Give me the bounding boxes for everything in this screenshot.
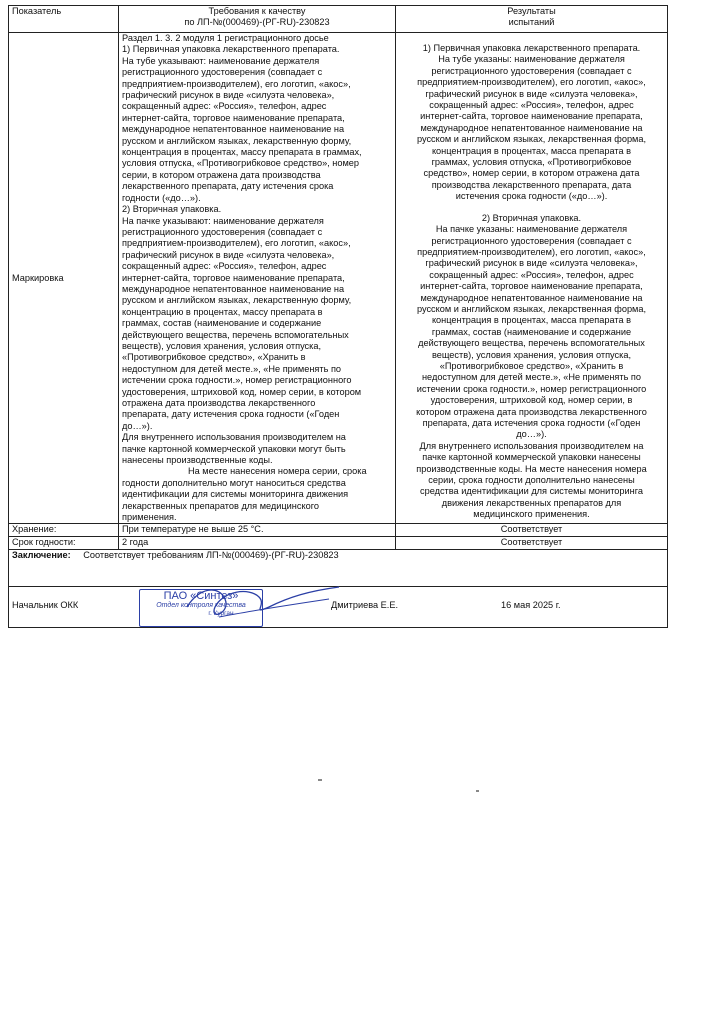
stamp-line3: г. Курган: [208, 610, 234, 618]
requirement-line: На тубе указывают: наименование держателя: [122, 55, 320, 66]
result-line: недоступном для детей месте.», «Не применять по: [421, 372, 642, 383]
header-requirements-line1: Требования к качеству: [208, 6, 306, 16]
requirement-line: применения.: [122, 512, 177, 523]
scan-speck: [476, 790, 479, 792]
marking-results: [396, 33, 668, 524]
signature-date: 16 мая 2025 г.: [501, 600, 561, 611]
requirement-line: серии, в котором отражена дата производства: [122, 169, 321, 180]
result-line: предприятием-производителем), его логотип, «акос»,: [417, 246, 646, 257]
stamp-line1: ПАО «Синтез»: [163, 590, 239, 603]
requirement-line: интернет-сайта, торговое наименование препарата,: [122, 112, 345, 123]
result-line: русском и английском языках, лекарственная форма,: [416, 134, 647, 145]
requirement-line: регистрационного удостоверения (совпадает с: [122, 226, 323, 237]
result-line: движения лекарственных препаратов для: [441, 497, 622, 508]
result-line: препарата, дата истечения срока годности («Годен: [422, 418, 641, 428]
result-line: удостоверения, штриховой код, номер серии, в: [430, 395, 633, 406]
requirement-line: сокращенный адрес: «Россия», телефон, адрес: [122, 101, 327, 112]
requirement-line: препарата, дату истечения срока годности («Годен: [122, 409, 340, 420]
requirement-line: условия отпуска, «Противогрибковое средство», номер: [122, 158, 359, 169]
requirement-line: предприятием-производителем), его логотип, «акос»,: [122, 78, 351, 89]
result-line: средство», номер серии, в котором отражена дата: [423, 168, 640, 179]
header-results-line1: Результаты: [507, 6, 556, 16]
requirement-line: действующего вещества, перечень вспомогательных: [122, 329, 349, 340]
requirement-line: Раздел 1. 3. 2 модуля 1 регистрационного досье: [122, 33, 329, 43]
scan-speck: [318, 779, 322, 781]
result-line: регистрационного удостоверения (совпадает с: [431, 65, 632, 76]
requirement-line: удостоверения, штриховой код, номер серии, в котором: [122, 386, 362, 397]
result-line: концентрация в процентах, масса препарата в: [431, 145, 632, 156]
storage-requirement: При температуре не выше 25 °С.: [119, 524, 396, 537]
result-line: сокращенный адрес: «Россия», телефон, адрес: [429, 269, 634, 280]
result-line: производственные коды. На месте нанесения номера: [416, 463, 647, 474]
shelf-life-result: Соответствует: [396, 537, 668, 550]
storage-row: [9, 524, 668, 537]
result-line: интернет-сайта, торговое наименование препарата,: [420, 281, 643, 292]
result-line: истечения срока годности («до…»).: [455, 191, 608, 202]
shelf-life-row: [9, 537, 668, 550]
result-line: истечении срока годности.», номер регистрационного: [416, 383, 647, 394]
requirement-line: лекарственных препаратов для медицинского: [122, 500, 319, 511]
marking-results-part1: [399, 43, 664, 203]
requirement-line: интернет-сайта, торговое наименование препарата,: [122, 272, 345, 283]
header-results-line2: испытаний: [508, 17, 555, 28]
requirement-line: концентрацию в процентах, массу препарата в: [122, 306, 323, 317]
requirement-line: отражена дата производства лекарственного: [122, 398, 316, 408]
requirement-line: годности («до…»).: [122, 192, 201, 203]
marking-row: [9, 33, 668, 524]
marking-results-part2: [399, 213, 664, 521]
header-indicator: Показатель: [9, 6, 119, 33]
marking-label: Маркировка: [9, 33, 119, 524]
shelf-life-requirement: 2 года: [119, 537, 396, 550]
requirement-line: русском и английском языках, лекарственную форму,: [122, 135, 352, 146]
header-requirements: [119, 6, 396, 33]
requirement-line: веществ), условия хранения, условия отпуска,: [122, 340, 322, 351]
result-line: русском и английском языках, лекарственная форма,: [416, 303, 647, 314]
requirement-line: предприятием-производителем), его логотип, «акос»,: [122, 238, 351, 249]
result-line: веществ), условия хранения, условия отпуска,: [431, 349, 632, 360]
signature-cell: [9, 587, 668, 628]
result-line: средства идентификации для системы мониторинга: [419, 486, 643, 497]
header-results: [396, 6, 668, 33]
result-line: международное непатентованное наименование на: [420, 292, 643, 303]
requirement-line: международное непатентованное наименование на: [122, 283, 345, 294]
result-line: граммах, условия отпуска, «Противогрибковое: [431, 157, 632, 168]
requirement-line: Для внутреннего использования производителем на: [122, 432, 346, 443]
requirement-line: графический рисунок в виде «силуэта человека»,: [122, 90, 335, 101]
requirement-line: сокращенный адрес: «Россия», телефон, адрес: [122, 261, 327, 272]
signature-role: Начальник ОКК: [12, 600, 79, 611]
marking-requirements: [119, 33, 396, 524]
result-line: 2) Вторичная упаковка.: [481, 212, 582, 223]
requirement-line: годности дополнительно могут наноситься средства: [122, 477, 346, 488]
result-line: до…»).: [516, 429, 547, 440]
quality-table: [8, 5, 668, 628]
requirement-line: регистрационного удостоверения (совпадает с: [122, 67, 323, 78]
stamp-line2: Отдел контроля качества: [156, 602, 246, 610]
result-line: графический рисунок в виде «силуэта человека»,: [425, 88, 638, 99]
requirement-line: 1) Первичная упаковка лекарственного препарата.: [122, 44, 340, 55]
requirement-line: нанесены производственные коды.: [122, 455, 273, 466]
result-line: котором отражена дата производства лекарственного: [416, 406, 647, 417]
marking-requirements-part1: [122, 33, 392, 466]
signature-row: [9, 587, 668, 628]
requirement-line: русском и английском языках, лекарственную форму,: [122, 295, 352, 306]
requirement-line: недоступном для детей месте.», «Не применять по: [122, 363, 342, 374]
storage-result: Соответствует: [396, 524, 668, 537]
result-line: регистрационного удостоверения (совпадает с: [431, 235, 632, 246]
requirement-line: граммах, состав (наименование и содержание: [122, 318, 322, 329]
result-line: пачке картонной коммерческой упаковки нанесены: [422, 452, 641, 463]
result-line: граммах, состав (наименование и содержание: [431, 326, 632, 337]
result-line: международное непатентованное наименование на: [420, 122, 643, 133]
result-line: интернет-сайта, торговое наименование препарата,: [420, 111, 643, 122]
requirement-line: пачке картонной коммерческой упаковки могут быть: [122, 443, 346, 454]
result-line: «Противогрибковое средство», «Хранить в: [439, 360, 624, 371]
requirement-line: «Противогрибковое средство», «Хранить в: [122, 352, 306, 363]
requirement-line: графический рисунок в виде «силуэта человека»,: [122, 249, 335, 260]
result-line: производства лекарственного препарата, дата: [431, 179, 632, 190]
requirement-line: 2) Вторичная упаковка.: [122, 204, 222, 215]
header-row: [9, 6, 668, 33]
requirement-line: истечении срока годности.», номер регистрационного: [122, 375, 352, 386]
result-line: графический рисунок в виде «силуэта человека»,: [425, 258, 638, 269]
result-line: предприятием-производителем), его логотип, «акос»,: [417, 77, 646, 88]
result-line: концентрация в процентах, масса препарата в: [431, 315, 632, 326]
marking-requirements-part2: [122, 478, 392, 524]
requirement-line: На пачке указывают: наименование держателя: [122, 215, 324, 226]
requirement-line: до…»).: [122, 420, 153, 431]
requirement-line: лекарственного препарата, дату истечения срока: [122, 181, 334, 192]
result-line: серии, срока годности дополнительно нанесены: [428, 475, 635, 486]
storage-label: Хранение:: [9, 524, 119, 537]
requirement-line: идентификации для системы мониторинга движения: [122, 489, 349, 500]
result-line: медицинского применения.: [473, 509, 590, 520]
conclusion-label: Заключение:: [12, 550, 71, 561]
signature-name: Дмитриева Е.Е.: [331, 600, 399, 611]
conclusion-text: Соответствует требованиям ЛП-№(000469)-(РГ-RU)-230823: [83, 550, 339, 561]
result-line: Для внутреннего использования производителем на: [419, 440, 644, 451]
result-line: действующего вещества, перечень вспомогательных: [418, 338, 645, 349]
header-requirements-line2: по ЛП-№(000469)-(РГ-RU)-230823: [184, 17, 330, 28]
marking-requirements-indent-line: На месте нанесения номера серии, срока: [188, 466, 367, 477]
result-line: На тубе указаны: наименование держателя: [438, 54, 625, 65]
shelf-life-label: Срок годности:: [9, 537, 119, 550]
result-line: На пачке указаны: наименование держателя: [435, 224, 628, 235]
requirement-line: международное непатентованное наименование на: [122, 124, 345, 135]
handwritten-signature: [179, 577, 349, 637]
requirement-line: концентрация в процентах, массу препарата в граммах,: [122, 147, 362, 158]
result-line: 1) Первичная упаковка лекарственного препарата.: [422, 43, 641, 53]
result-line: сокращенный адрес: «Россия», телефон, адрес: [429, 100, 634, 111]
